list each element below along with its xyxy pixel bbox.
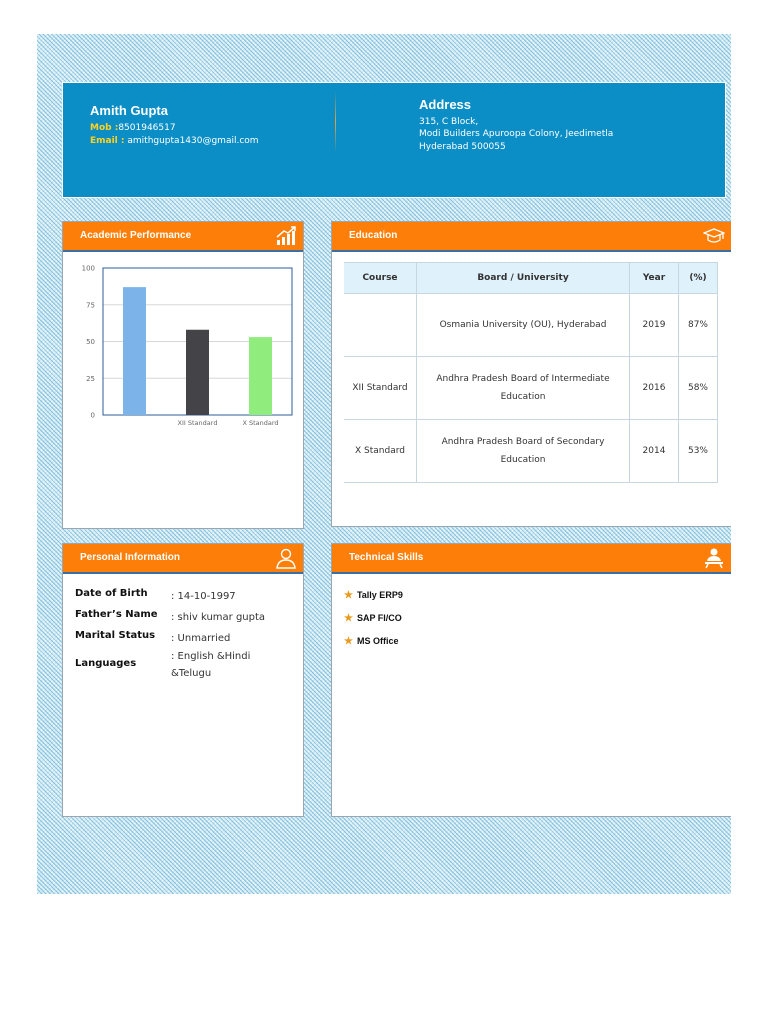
father-name-value: : shiv kumar gupta — [171, 612, 266, 623]
academic-performance-title: Academic Performance — [80, 230, 192, 241]
cell-course — [344, 294, 417, 357]
cell-percent: 87% — [679, 294, 718, 357]
father-name-label: Father’s Name — [75, 609, 158, 620]
technical-skills-bar — [332, 544, 731, 574]
x-tick-label: XII Standard — [177, 419, 218, 427]
cell-board: Osmania University (OU), Hyderabad — [417, 294, 630, 357]
academic-performance-bar — [63, 222, 303, 252]
technical-skills-card — [331, 543, 731, 817]
dob-value: : 14-10-1997 — [171, 591, 236, 602]
table-row — [344, 357, 718, 420]
skill-item — [344, 590, 403, 601]
star-icon: ★ — [344, 636, 353, 647]
technical-skills-title: Technical Skills — [349, 552, 424, 563]
y-tick-label: 25 — [86, 374, 95, 383]
languages-label: Languages — [75, 658, 137, 669]
personal-information-bar — [63, 544, 303, 574]
skill-item — [344, 636, 398, 647]
marital-status-value: : Unmarried — [171, 633, 231, 644]
skill-label: Tally ERP9 — [356, 590, 403, 600]
teacher-icon — [703, 547, 725, 569]
chart-bar — [186, 330, 209, 415]
education-table — [344, 262, 718, 483]
cell-course: X Standard — [344, 420, 417, 483]
cell-board: Andhra Pradesh Board of Intermediate Education — [417, 357, 630, 420]
address-title: Address — [419, 97, 472, 112]
education-card — [331, 221, 731, 527]
resume-header — [62, 82, 726, 198]
address-line-3: Hyderabad 500055 — [419, 142, 506, 152]
y-tick-label: 0 — [90, 411, 95, 420]
dob-label: Date of Birth — [75, 588, 148, 599]
user-icon — [275, 547, 297, 569]
personal-information-title: Personal Information — [80, 552, 181, 563]
star-icon: ★ — [344, 613, 353, 624]
education-title: Education — [349, 230, 398, 241]
cell-percent: 58% — [679, 357, 718, 420]
personal-information-card — [62, 543, 304, 817]
cell-year: 2016 — [630, 357, 679, 420]
x-tick-label: X Standard — [242, 419, 279, 427]
cell-year: 2019 — [630, 294, 679, 357]
mobile-label: Mob : — [90, 123, 119, 133]
academic-bar-chart — [63, 258, 303, 458]
mobile-value: 8501946517 — [118, 123, 176, 133]
growth-chart-icon — [275, 225, 297, 247]
languages-value: : English &Hindi &Telugu — [171, 651, 251, 679]
skill-label: MS Office — [356, 636, 399, 646]
col-year: Year — [630, 263, 679, 294]
mobile-line — [90, 123, 176, 133]
email-line — [90, 136, 259, 146]
email-value: amithgupta1430@gmail.com — [124, 136, 259, 146]
academic-performance-card — [62, 221, 304, 529]
table-row — [344, 420, 718, 483]
email-label: Email : — [90, 136, 125, 146]
y-tick-label: 50 — [86, 338, 95, 346]
marital-status-label: Marital Status — [75, 630, 156, 641]
cell-percent: 53% — [679, 420, 718, 483]
education-header-row — [344, 263, 718, 294]
skill-label: SAP FI/CO — [356, 613, 402, 623]
cell-year: 2014 — [630, 420, 679, 483]
skill-item — [344, 613, 402, 624]
col-percent: (%) — [679, 263, 718, 294]
col-course: Course — [344, 263, 417, 294]
education-bar — [332, 222, 731, 252]
cell-board: Andhra Pradesh Board of Secondary Education — [417, 420, 630, 483]
y-tick-label: 100 — [81, 264, 95, 273]
chart-bar — [123, 287, 146, 415]
col-board: Board / University — [417, 263, 630, 294]
chart-bar — [249, 337, 272, 415]
address-line-1: 315, C Block, — [419, 117, 479, 127]
address-line-2: Modi Builders Apuroopa Colony, Jeedimetla — [419, 129, 614, 139]
y-tick-label: 75 — [86, 301, 95, 310]
table-row — [344, 294, 718, 357]
header-divider — [335, 91, 336, 153]
star-icon: ★ — [344, 590, 353, 601]
graduation-cap-icon — [703, 225, 725, 247]
candidate-name: Amith Gupta — [90, 103, 168, 118]
cell-course: XII Standard — [344, 357, 417, 420]
